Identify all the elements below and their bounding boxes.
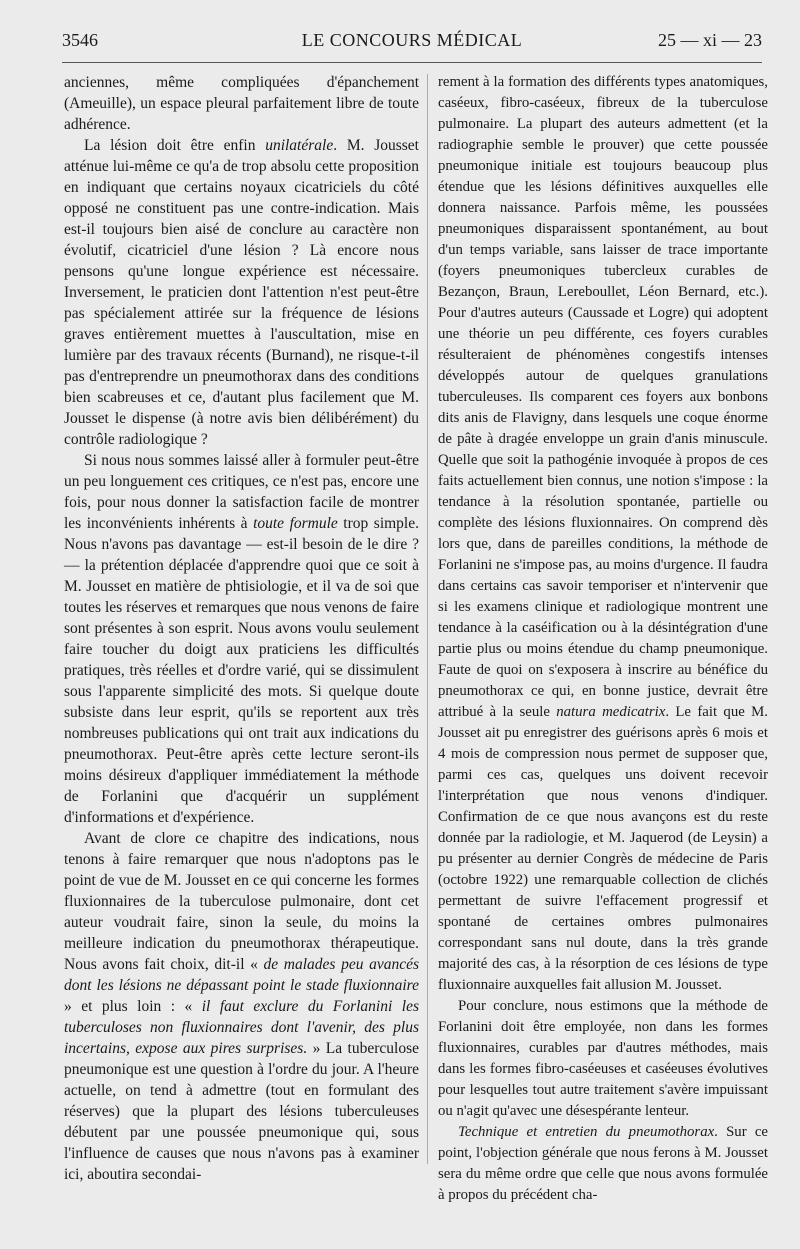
text-run: La lésion doit être enfin xyxy=(84,137,266,154)
text-run: . Le fait que M. Jousset ait pu enregistrer des guérisons après 6 mois et 4 mois de compression nous permet de supposer que, parmi ces cas, quelques uns doivent recevoir l'interprétation que nous venons d'indiquer. Confirmation de ce que nous avançons est du reste donnée par la radiologie, et M. Jaquerod (de Leysin) a pu présenter au dernier Congrès de médecine de Paris (octobre 1922) une remarquable collection de clichés permettant de suivre l'effacement progressif et spontané de certaines ombres pulmonaires correspondant sans nul doute, dans la très grande majorité des cas, à la résorption de ces lésions de type fluxionnaire auxquelles fait allusion M. Jousset. xyxy=(438,704,768,993)
section-heading: Technique et entretien du pneumothorax xyxy=(458,1124,715,1140)
header-rule xyxy=(62,62,762,63)
text-run: trop simple. Nous n'avons pas davantage — est-il besoin de le dire ? — la prétention déplacée d'apprendre quoi que ce soit à M. Jousset en matière de phtisiologie, et il va de soi que toutes les réserves et remarques que nous venons de faire sont présentes à son esprit. Nous avons voulu seulement faire toucher du doigt aux praticiens les difficultés pratiques, très réelles et d'ordre varié, qui se dissimulent sous l'apparente simplicité des mots. Si quelque doute subsiste dans leur esprit, qu'ils se reportent aux très nombreuses publications qui ont trait aux indications du pneumothorax. Peut-être après cette lecture seront-ils moins désireux d'appliquer immédiatement la méthode de Forlanini que d'acquérir un supplément d'informations et d'expérience. xyxy=(64,515,419,826)
page-number: 3546 xyxy=(62,30,98,50)
emphasis: unilatérale xyxy=(265,137,334,154)
text-run: Si nous nous sommes laissé aller à formuler peut-être un peu longuement ces critiques, ce n'est pas, encore une fois, pour nous donner la satisfaction facile de montrer les inconvénients inhérents à xyxy=(64,452,419,532)
text-run: Avant de clore ce chapitre des indications, nous tenons à faire remarquer que nous n'adoptons pas le point de vue de M. Jousset en ce qui concerne les formes fluxionnaires de la tuberculose pulmonaire, dont cet auteur voudrait faire, sinon la seule, du moins la meilleure indication du pneumothorax thérapeutique. Nous avons fait choix, dit-il « xyxy=(64,830,419,973)
paragraph xyxy=(438,72,768,996)
text-run: » et plus loin : « xyxy=(64,998,202,1015)
text-run: » La tuberculose pneumonique est une question à l'ordre du jour. A l'heure actuelle, on tend à admettre (tout en formulant des réserves) que la plupart des lésions tuberculeuses débutent par une poussée pneumonique qui, sous l'influence de causes que nous n'avons pas à examiner ici, aboutira secondai- xyxy=(64,1040,419,1183)
paragraph xyxy=(438,1122,768,1206)
emphasis: natura medicatrix xyxy=(556,704,666,720)
page-header xyxy=(62,30,762,54)
text-run: rement à la formation des différents types anatomiques, caséeux, fibro-caséeux, fibreux de la tuberculose pulmonaire. La plupart des auteurs admettent (et la radiographie semble le prouver) que cette poussée pneumonique initiale est toujours beaucoup plus étendue que les lésions définitives auxquelles elle donnera naissance. Parfois même, les poussées pneumoniques disparaissent spontanément, au bout d'un temps variable, sans laisser de trace importante (foyers pneumoniques tubercleux curables de Bezançon, Braun, Lereboullet, Léon Bernard, etc.). Pour d'autres auteurs (Caussade et Logre) qui adoptent une théorie un peu différente, ces foyers curables résulteraient de phénomènes congestifs intenses développés autour de quelques granulations tuberculeuses. Ils comparent ces foyers aux bonbons dits anis de Flavigny, dans lesquels une coque énorme de pâte à dragée enveloppe un grain d'anis minuscule. Quelle que soit la pathogénie invoquée à propos de ces faits actuellement bien connus, une notion s'impose : la tendance à la résolution spontanée, partielle ou complète des lésions fluxionnaires. On comprend dès lors que, dans de pareilles conditions, la méthode de Forlanini ne s'impose pas, au moins d'urgence. Il faudra dans certains cas savoir temporiser et n'intervenir que si les examens clinique et radiologique montrent une tendance à la caséification ou à la désintégration d'une partie plus ou moins étendue du champ pneumonique. Faute de quoi on s'exposera à inscrire au bénéfice du pneumothorax ce qui, en bonne justice, devrait être attribué à la seule xyxy=(438,74,768,720)
paragraph xyxy=(64,135,419,450)
text-run: . M. Jousset atténue lui-même ce qu'a de trop absolu cette proposition en indiquant que certains noyaux cicatriciels du côté opposé ne constituent pas une contre-indication. Mais est-il toujours bien aisé de conclure au caractère non évolutif, cicatriciel d'une lésion ? Là encore nous pensons qu'une longue expérience est nécessaire. Inversement, le praticien dont l'attention n'est peut-être pas spécialement attirée sur la fréquence de lésions graves entièrement muettes à l'auscultation, mise en lumière par des travaux récents (Burnand), ne risque-t-il pas d'entreprendre un pneumothorax dans des conditions bien scabreuses et ce, d'autant plus facilement que M. Jousset le dispense (à notre avis bien délibérément) du contrôle radiologique ? xyxy=(64,137,419,448)
emphasis: il faut exclure du Forlanini les tuberculoses non fluxionnaires dont l'avenir, des plus incertains, expose aux pires surprises. xyxy=(64,998,419,1057)
left-column xyxy=(64,72,419,1185)
journal-title: LE CONCOURS MÉDICAL xyxy=(301,30,523,50)
right-column xyxy=(438,72,768,1206)
paragraph xyxy=(64,450,419,828)
paragraph: anciennes, même compliquées d'épanchement (Ameuille), un espace pleural parfaitement libre de toute adhérence. xyxy=(64,74,419,133)
issue-date: 25 — xi — 23 xyxy=(657,30,762,50)
column-divider xyxy=(427,74,428,1164)
text-run: . Sur ce point, l'objection générale que nous ferons à M. Jousset sera du même ordre que celle que nous avons formulée à propos du précédent cha- xyxy=(438,1124,768,1203)
emphasis: de malades peu avancés dont les lésions ne dépassant point le stade fluxionnaire xyxy=(64,956,419,994)
emphasis: toute formule xyxy=(253,515,338,532)
paragraph xyxy=(64,828,419,1185)
paragraph: Pour conclure, nous estimons que la méthode de Forlanini doit être employée, non dans les formes fluxionnaires, curables par d'autres méthodes, mais dans les formes fibro-caséeuses et caséeuses évolutives pour lesquelles tout autre traitement s'avère impuissant ou n'agit qu'avec une désespérante lenteur. xyxy=(438,998,768,1119)
